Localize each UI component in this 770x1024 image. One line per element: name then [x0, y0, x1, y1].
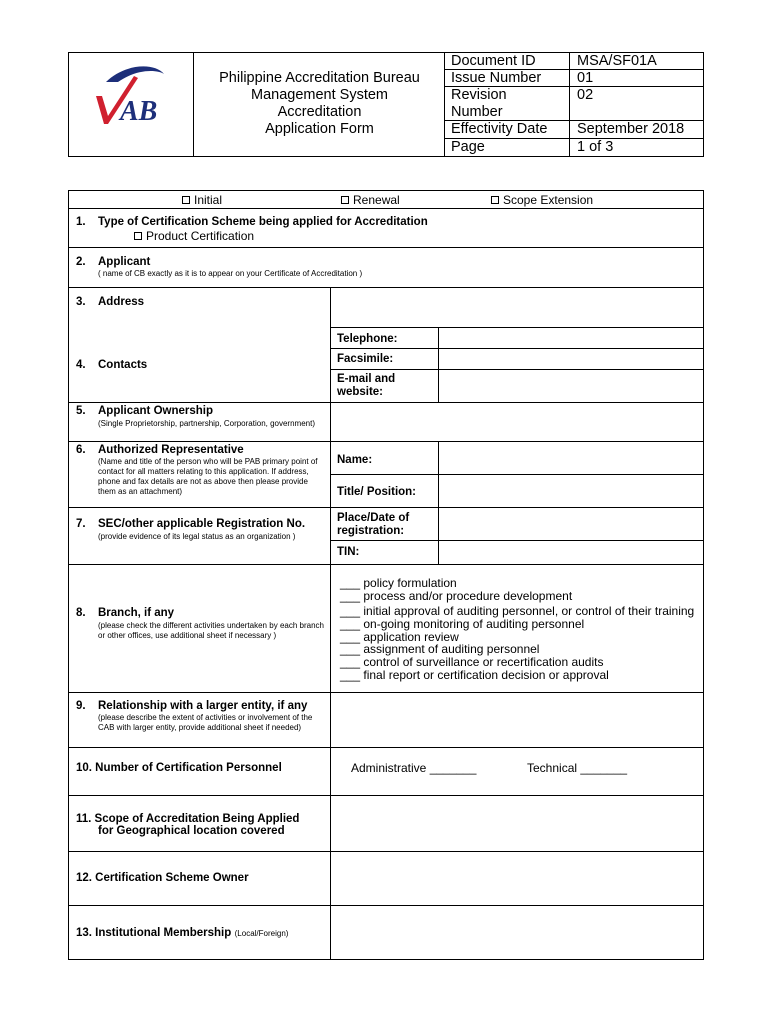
- section-1-number: 1.: [76, 216, 86, 228]
- address-field[interactable]: [331, 288, 704, 327]
- activity-item[interactable]: ___ initial approval of auditing personnel, or control of their training: [340, 604, 695, 618]
- row-line: [68, 564, 704, 565]
- page-label: Page: [451, 139, 485, 155]
- tin-label: TIN:: [337, 546, 360, 558]
- activity-item[interactable]: ___ application review: [340, 630, 459, 644]
- relationship-field[interactable]: [331, 693, 704, 747]
- section-5-title: Applicant Ownership: [98, 405, 214, 417]
- membership-field[interactable]: [331, 906, 704, 960]
- section-9-note: (please describe the extent of activities or involvement of the CAB with larger entity, provide additional sheet if needed): [98, 713, 313, 732]
- tin-field[interactable]: [439, 541, 704, 564]
- telephone-field[interactable]: [439, 328, 704, 348]
- section-13-title: 13. Institutional Membership: [76, 927, 232, 939]
- header-title-line: Accreditation: [277, 104, 362, 120]
- header-title-line: Management System: [250, 87, 388, 103]
- revision-label-2: Number: [451, 104, 503, 120]
- section-7-number: 7.: [76, 518, 86, 530]
- revision-label: Revision: [451, 87, 507, 103]
- place-date-field[interactable]: [439, 508, 704, 540]
- section-11-title-2: for Geographical location covered: [98, 825, 285, 837]
- activity-item[interactable]: ___ policy formulation: [340, 576, 457, 590]
- option-scope-extension[interactable]: [491, 194, 593, 207]
- option-initial-label: Initial: [194, 193, 223, 207]
- activity-item[interactable]: ___ control of surveillance or recertification audits: [340, 655, 604, 669]
- row-line: [68, 247, 704, 248]
- email-field[interactable]: [439, 370, 704, 402]
- section-11-title: 11. Scope of Accreditation Being Applied: [76, 813, 300, 825]
- section-12-title: 12. Certification Scheme Owner: [76, 872, 249, 884]
- header-title: [202, 70, 437, 138]
- section-8-title: Branch, if any: [98, 607, 175, 619]
- checkbox-icon[interactable]: [134, 232, 142, 240]
- pab-logo-graphic: [88, 60, 180, 132]
- section-8-note: (please check the different activities undertaken by each branch or other offices, use additional sheet if necessary ): [98, 621, 324, 640]
- email-label: E-mail and: [337, 373, 396, 385]
- place-date-label: Place/Date of: [337, 512, 410, 524]
- section-5-number: 5.: [76, 405, 86, 417]
- effectivity-date-label: Effectivity Date: [451, 121, 548, 137]
- section-1-title: Type of Certification Scheme being applied for Accreditation: [98, 216, 428, 228]
- page-value: 1 of 3: [577, 139, 614, 155]
- section-8-number: 8.: [76, 607, 86, 619]
- pab-logo: [88, 60, 180, 132]
- section-6-number: 6.: [76, 444, 86, 456]
- option-product-certification[interactable]: [134, 230, 254, 243]
- revision-value: 02: [577, 87, 594, 103]
- section-13-note: (Local/Foreign): [234, 929, 289, 938]
- section-2-title: Applicant: [98, 256, 151, 268]
- telephone-label: Telephone:: [337, 333, 398, 345]
- section-7-title: SEC/other applicable Registration No.: [98, 518, 306, 530]
- section-3-title: Address: [98, 296, 145, 308]
- section-4-title: Contacts: [98, 359, 148, 371]
- option-product-certification-label: Product Certification: [146, 229, 255, 243]
- section-10-title: 10. Number of Certification Personnel: [76, 762, 282, 774]
- section-7-note: (provide evidence of its legal status as an organization ): [98, 532, 296, 541]
- section-5-note: (Single Proprietorship, partnership, Corporation, government): [98, 419, 315, 428]
- checkbox-icon[interactable]: [341, 196, 349, 204]
- section-9-number: 9.: [76, 700, 86, 712]
- checkbox-icon[interactable]: [491, 196, 499, 204]
- administrative-count[interactable]: Administrative _______: [351, 761, 477, 775]
- row-line: [68, 208, 704, 209]
- name-field[interactable]: [439, 442, 704, 474]
- title-position-label: Title/ Position:: [337, 486, 417, 498]
- issue-number-value: 01: [577, 70, 594, 86]
- header-divider: [193, 52, 194, 157]
- facsimile-field[interactable]: [439, 349, 704, 369]
- website-label: website:: [337, 386, 384, 398]
- document-id-value: MSA/SF01A: [577, 53, 657, 69]
- registration-label: registration:: [337, 525, 405, 537]
- section-6-note: (Name and title of the person who will be PAB primary point of contact for all matters relating to this application. If address, phone and fax details are not as above then please provide them as an attachment): [98, 457, 318, 496]
- section-2-number: 2.: [76, 256, 86, 268]
- logo-text: AB: [120, 96, 158, 127]
- activity-item[interactable]: ___ final report or certification decision or approval: [340, 668, 609, 682]
- header-title-line: Application Form: [265, 121, 374, 137]
- section-3-number: 3.: [76, 296, 86, 308]
- issue-number-label: Issue Number: [451, 70, 542, 86]
- effectivity-date-value: September 2018: [577, 121, 685, 137]
- section-2-note: ( name of CB exactly as it is to appear on your Certificate of Accreditation ): [98, 269, 363, 278]
- activity-item[interactable]: ___ process and/or procedure development: [340, 589, 573, 603]
- option-renewal-label: Renewal: [353, 193, 400, 207]
- section-13-heading: [76, 926, 288, 940]
- section-4-number: 4.: [76, 359, 86, 371]
- scheme-owner-field[interactable]: [331, 852, 704, 905]
- scope-field[interactable]: [331, 796, 704, 851]
- header-title-line: Philippine Accreditation Bureau: [219, 70, 420, 86]
- row-line: [68, 747, 704, 748]
- name-label: Name:: [337, 454, 373, 466]
- document-id-label: Document ID: [451, 53, 536, 69]
- section-9-title: Relationship with a larger entity, if any: [98, 700, 308, 712]
- technical-count[interactable]: Technical _______: [527, 761, 628, 775]
- option-renewal[interactable]: [341, 194, 400, 207]
- activity-item[interactable]: ___ on-going monitoring of auditing personnel: [340, 617, 585, 631]
- checkbox-icon[interactable]: [182, 196, 190, 204]
- header-divider: [444, 52, 445, 157]
- facsimile-label: Facsimile:: [337, 353, 394, 365]
- section-6-title: Authorized Representative: [98, 444, 244, 456]
- header-divider: [569, 52, 570, 157]
- title-position-field[interactable]: [439, 475, 704, 507]
- ownership-field[interactable]: [331, 403, 704, 441]
- option-scope-extension-label: Scope Extension: [503, 193, 594, 207]
- activity-item[interactable]: ___ assignment of auditing personnel: [340, 642, 540, 656]
- option-initial[interactable]: [182, 194, 222, 207]
